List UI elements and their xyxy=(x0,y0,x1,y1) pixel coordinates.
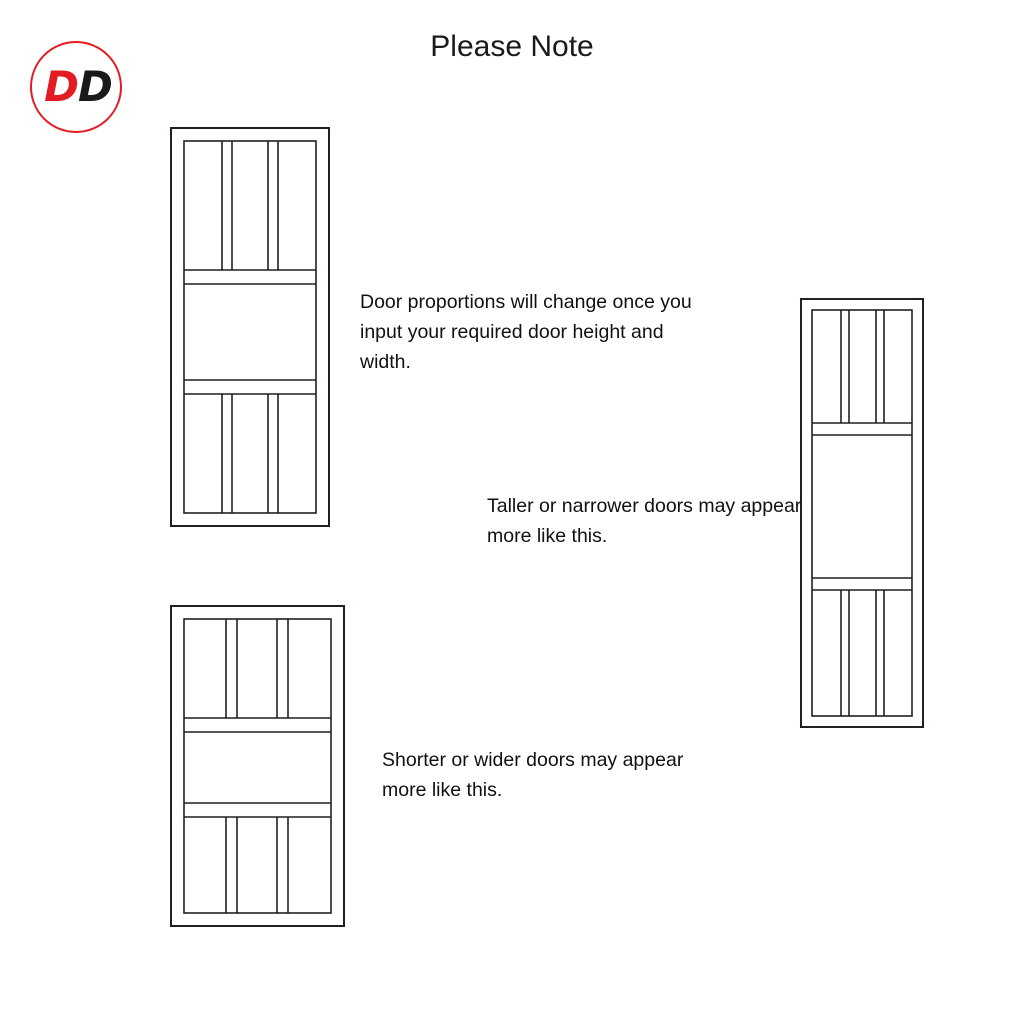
door-short-wide-diagram xyxy=(170,605,345,927)
page-title: Please Note xyxy=(430,30,594,63)
logo-letter-two: D xyxy=(78,62,112,111)
caption-taller-narrower: Taller or narrower doors may appear more like this. xyxy=(487,495,802,547)
door-standard-diagram xyxy=(170,127,330,527)
logo-letter-one: D xyxy=(44,62,78,111)
caption-shorter-wider: Shorter or wider doors may appear more like this. xyxy=(382,749,684,801)
door-tall-narrow-diagram xyxy=(800,298,924,728)
caption-door-proportions: Door proportions will change once you input your required door height and width. xyxy=(360,291,692,373)
